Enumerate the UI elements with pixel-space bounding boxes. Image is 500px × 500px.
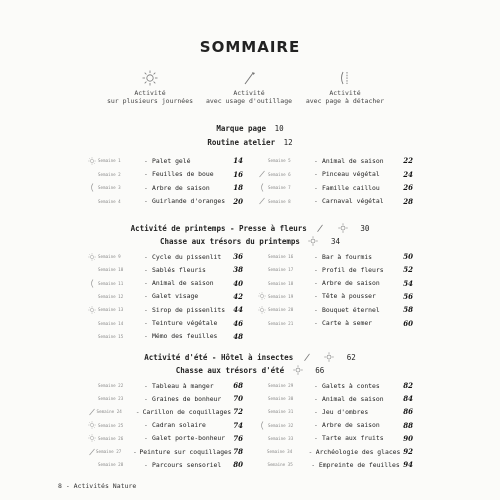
summer-heading (0, 352, 500, 364)
dash-separator: - (144, 460, 148, 469)
legend-tools-text: Activité avec usage d'outillage (205, 89, 293, 105)
entry-title: Cadran solaire (152, 421, 206, 430)
sun-icon (88, 434, 98, 443)
sun-icon (88, 421, 98, 430)
dash-separator: - (314, 319, 318, 327)
week-label: Semaine 17 (268, 267, 294, 273)
icon-slot (258, 407, 268, 416)
icon-slot (258, 252, 268, 261)
page-title: SOMMAIRE (199, 38, 301, 56)
icon-slot (258, 265, 268, 274)
entry-page-number: 82 (403, 381, 413, 390)
week-label: Semaine 24 (96, 409, 122, 415)
entry-title: Pinceau végétal (322, 170, 380, 179)
dash-separator: - (144, 319, 148, 327)
summer-heading-label: Activité d'été - Hôtel à insectes (144, 353, 294, 362)
entry-page-number: 48 (233, 331, 243, 341)
dash-separator: - (144, 292, 148, 301)
toc-entry (88, 447, 243, 456)
dash-separator: - (144, 279, 148, 288)
dash-separator: - (314, 434, 318, 443)
entry-page-number: 50 (403, 252, 413, 261)
entry-title: Carillon de coquillages (142, 407, 232, 416)
entry-page-number: 52 (403, 265, 413, 275)
week-label: Semaine 32 (268, 422, 294, 428)
entry-page-number: 24 (403, 169, 413, 179)
entry-page-number: 74 (233, 420, 243, 430)
dash-separator: - (314, 421, 318, 430)
toc-entry (88, 460, 243, 469)
week-label: Semaine 3 (98, 185, 121, 191)
entry-page-number: 60 (403, 318, 413, 328)
entry-page-number: 54 (403, 278, 413, 288)
week-label: Semaine 7 (268, 185, 291, 191)
dash-separator: - (314, 292, 318, 301)
icon-slot (88, 460, 98, 469)
tool-icon (315, 223, 325, 235)
icon-slot (88, 319, 98, 328)
dash-separator: - (144, 197, 148, 206)
entry-title: Feuilles de boue (152, 170, 214, 179)
dash-separator: - (314, 156, 318, 165)
dash-separator: - (314, 252, 318, 261)
entry-page-number: 26 (403, 183, 413, 193)
entry-page-number: 76 (233, 433, 243, 443)
dash-separator: - (314, 305, 318, 314)
summer-hunt-heading (0, 365, 500, 377)
tool-icon (258, 170, 268, 179)
week-label: Semaine 25 (98, 422, 124, 428)
entry-title: Archéologie des glaces (315, 447, 401, 456)
icon-slot (258, 156, 268, 165)
sun-icon (293, 365, 303, 377)
dash-separator: - (308, 447, 313, 456)
spring-heading-label: Activité de printemps - Presse à fleurs (130, 224, 307, 233)
week-label: Semaine 11 (98, 280, 124, 286)
toc-entry (258, 319, 413, 328)
week-label: Semaine 31 (268, 409, 294, 415)
week-label: Semaine 29 (268, 383, 294, 388)
dash-separator: - (132, 447, 137, 456)
toc-entry (258, 170, 413, 179)
toc-entry (88, 394, 243, 403)
toc-entry (258, 381, 413, 390)
entry-title: Empreinte de feuilles (318, 460, 400, 469)
dash-separator: - (144, 183, 148, 192)
week-label: Semaine 13 (98, 307, 124, 313)
week-label: Semaine 1 (98, 158, 121, 163)
entry-title: Guirlande d'oranges (152, 197, 226, 206)
toc-entry (88, 156, 243, 165)
entry-title: Animal de saison (322, 156, 384, 165)
scissors-page-icon (337, 70, 353, 86)
sun-icon (308, 236, 318, 248)
dash-separator: - (144, 170, 148, 179)
marque-page-number: 10 (274, 124, 284, 133)
week-label: Semaine 22 (98, 383, 124, 388)
toc-entry (88, 434, 243, 443)
dash-separator: - (314, 381, 318, 390)
week-label: Semaine 34 (267, 449, 293, 454)
entry-title: Bouquet éternel (322, 305, 380, 314)
routine-number: 12 (283, 138, 293, 147)
entry-title: Carte à semer (322, 319, 373, 327)
tool-icon (88, 407, 97, 416)
toc-entry (88, 305, 243, 314)
week-label: Semaine 20 (268, 307, 294, 313)
entry-title: Tableau à manger (152, 381, 214, 390)
week-label: Semaine 30 (268, 396, 294, 402)
icon-slot (88, 197, 98, 206)
toc-entry (88, 421, 243, 430)
week-label: Semaine 4 (98, 198, 121, 204)
week-label: Semaine 15 (98, 333, 124, 339)
sun-icon (258, 292, 268, 301)
week-label: Semaine 19 (268, 293, 294, 299)
icon-slot (88, 394, 98, 403)
entry-page-number: 86 (403, 407, 413, 417)
icon-slot (88, 265, 98, 274)
toc-entry (88, 332, 243, 341)
entry-page-number: 80 (233, 460, 243, 470)
entry-title: Arbre de saison (322, 421, 380, 430)
toc-entry (88, 252, 243, 261)
sun-icon (88, 156, 98, 165)
icon-slot (258, 434, 268, 443)
entry-title: Carnaval végétal (322, 197, 384, 206)
legend-multi-day (95, 70, 205, 105)
icon-slot (258, 447, 267, 456)
entry-page-number: 40 (233, 278, 243, 288)
toc-entry (258, 407, 413, 416)
toc-entry (258, 394, 413, 403)
entry-page-number: 94 (403, 460, 413, 470)
toc-entry (258, 197, 413, 206)
dash-separator: - (314, 183, 318, 192)
toc-entry (258, 460, 413, 469)
toc-entry (258, 183, 413, 192)
week-label: Semaine 33 (268, 435, 294, 441)
entry-title: Graines de bonheur (152, 394, 222, 403)
week-label: Semaine 5 (268, 158, 291, 163)
sun-icon (338, 223, 348, 235)
entry-page-number: 92 (403, 447, 413, 456)
spring-heading (0, 223, 500, 235)
entry-title: Tarte aux fruits (322, 434, 384, 443)
spring-heading-page: 30 (360, 224, 370, 233)
tool-icon (302, 352, 312, 364)
icon-slot (258, 381, 268, 390)
entry-title: Teinture végétale (152, 319, 218, 327)
entry-page-number: 72 (233, 407, 244, 417)
dash-separator: - (314, 197, 318, 206)
legend-detach (290, 70, 400, 105)
entry-title: Arbre de saison (322, 279, 380, 288)
entry-page-number: 28 (403, 196, 413, 206)
week-label: Semaine 23 (98, 396, 124, 402)
summer-heading-page: 62 (346, 353, 356, 362)
entry-page-number: 46 (233, 318, 243, 328)
entry-title: Tête à pousser (322, 292, 376, 301)
sun-icon (324, 352, 334, 364)
toc-entry (88, 407, 243, 416)
toc-entry (258, 421, 413, 430)
week-label: Semaine 35 (267, 462, 293, 468)
toc-entry (88, 197, 243, 206)
entry-page-number: 44 (233, 305, 243, 315)
dash-separator: - (144, 381, 148, 390)
week-label: Semaine 12 (98, 293, 124, 299)
entry-page-number: 38 (233, 265, 243, 275)
entry-title: Arbre de saison (152, 183, 210, 192)
toc-entry (88, 381, 243, 390)
entry-page-number: 18 (233, 183, 243, 193)
toc-entry (258, 156, 413, 165)
entry-title: Galet porte-bonheur (152, 434, 226, 443)
summer-hunt-page: 66 (315, 366, 325, 375)
dash-separator: - (144, 252, 148, 261)
icon-slot (88, 381, 98, 390)
toc-entry (258, 292, 413, 301)
entry-title: Bar à fourmis (322, 252, 373, 261)
page-footer: 8 - Activités Nature (58, 482, 137, 490)
spring-hunt-heading (0, 236, 500, 248)
sun-icon (88, 305, 98, 314)
icon-slot (258, 279, 268, 288)
entry-title: Palet gelé (152, 156, 191, 165)
entry-page-number: 84 (403, 394, 413, 404)
entry-page-number: 16 (233, 169, 243, 179)
tool-icon (258, 197, 268, 206)
entry-page-number: 90 (403, 433, 413, 443)
dash-separator: - (314, 394, 318, 403)
spring-hunt-page: 34 (330, 237, 341, 246)
week-label: Semaine 2 (98, 171, 121, 177)
entry-title: Animal de saison (152, 279, 214, 288)
dash-separator: - (314, 407, 318, 416)
icon-slot (88, 292, 98, 301)
entry-page-number: 20 (233, 196, 243, 206)
week-label: Semaine 10 (98, 267, 124, 273)
entry-title: Galet visage (152, 292, 199, 301)
entry-title: Sirop de pissenlits (152, 305, 226, 314)
toc-entry (258, 305, 413, 314)
week-label: Semaine 21 (268, 320, 294, 326)
dash-separator: - (314, 279, 318, 288)
icon-slot (88, 170, 98, 179)
dash-separator: - (314, 265, 318, 274)
week-label: Semaine 14 (98, 320, 124, 326)
toc-entry (88, 319, 243, 328)
icon-slot (258, 460, 268, 469)
summer-hunt-label: Chasse aux trésors d'été (175, 366, 285, 375)
icon-slot (258, 319, 268, 328)
entry-title: Famille caillou (322, 183, 380, 192)
entry-page-number: 36 (233, 252, 243, 261)
toc-entry (88, 183, 243, 192)
entry-page-number: 22 (403, 156, 413, 165)
entry-page-number: 70 (233, 394, 243, 404)
dash-separator: - (311, 460, 316, 469)
entry-page-number: 14 (233, 156, 243, 165)
toc-entry (88, 279, 243, 288)
dash-separator: - (144, 156, 148, 165)
entry-title: Jeu d'ombres (322, 407, 369, 416)
dash-separator: - (135, 407, 140, 416)
bracket-icon (258, 183, 268, 192)
toc-entry (258, 252, 413, 261)
toc-entry (258, 434, 413, 443)
routine-label: Routine atelier (207, 138, 276, 147)
marque-page-label: Marque page (216, 124, 267, 133)
toc-entry (88, 265, 243, 274)
entry-title: Cycle du pissenlit (152, 252, 222, 261)
routine-line (0, 138, 500, 147)
icon-slot (88, 332, 98, 341)
legend-detach-text: Activité avec page à détacher (305, 89, 385, 105)
entry-title: Profil de fleurs (322, 265, 384, 274)
tool-icon (241, 70, 257, 86)
toc-entry (88, 292, 243, 301)
dash-separator: - (144, 305, 148, 314)
entry-page-number: 56 (403, 291, 413, 301)
marque-page-line (0, 124, 500, 133)
dash-separator: - (144, 332, 148, 341)
toc-entry (258, 279, 413, 288)
bracket-icon (88, 279, 98, 288)
toc-entry (88, 170, 243, 179)
toc-entry (258, 265, 413, 274)
entry-page-number: 42 (233, 291, 243, 301)
sun-icon (258, 305, 268, 314)
bracket-icon (258, 421, 268, 430)
week-label: Semaine 16 (268, 254, 294, 259)
entry-page-number: 58 (403, 305, 413, 315)
week-label: Semaine 6 (268, 171, 291, 177)
sun-icon (88, 252, 98, 261)
entry-title: Parcours sensoriel (152, 460, 222, 469)
spring-hunt-label: Chasse aux trésors du printemps (159, 237, 300, 246)
dash-separator: - (144, 421, 148, 430)
dash-separator: - (144, 265, 148, 274)
week-label: Semaine 8 (268, 198, 291, 204)
dash-separator: - (144, 434, 148, 443)
entry-page-number: 88 (403, 420, 413, 430)
legend-multi-day-text: Activité sur plusieurs journées (106, 89, 194, 105)
entry-page-number: 78 (233, 447, 243, 456)
entry-title: Mémo des feuilles (152, 332, 218, 341)
entry-title: Sablés fleuris (152, 265, 206, 274)
bracket-icon (88, 183, 98, 192)
entry-title: Peinture sur coquillages (139, 447, 232, 456)
week-label: Semaine 18 (268, 280, 294, 286)
entry-page-number: 68 (233, 381, 243, 390)
sun-icon (142, 70, 158, 86)
legend-tools (194, 70, 304, 105)
week-label: Semaine 26 (98, 435, 124, 441)
week-label: Semaine 9 (98, 254, 121, 259)
week-label: Semaine 28 (98, 462, 124, 468)
icon-slot (258, 394, 268, 403)
dash-separator: - (144, 394, 148, 403)
dash-separator: - (314, 170, 318, 179)
entry-title: Galets à contes (322, 381, 380, 390)
week-label: Semaine 27 (96, 449, 122, 454)
entry-title: Animal de saison (322, 394, 384, 403)
tool-icon (88, 447, 96, 456)
toc-entry (258, 447, 413, 456)
